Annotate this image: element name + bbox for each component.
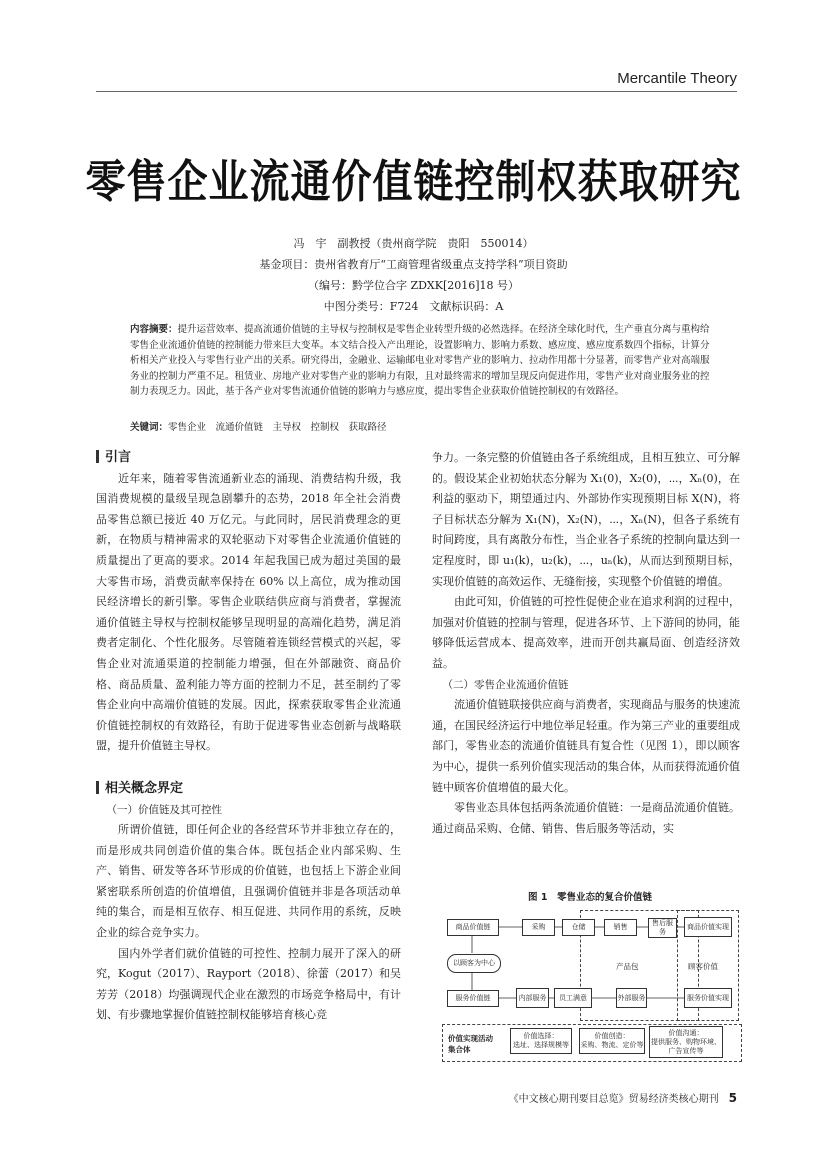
right-column (432, 448, 740, 839)
value-communication-box: 价值沟通： 提供服务、购物环境、广告宣传等 (649, 1026, 723, 1058)
concept-paragraph-2: 国内外学者们就价值链的可控性、控制力展开了深入的研究，Kogut（2017）、Rayport（2018）、徐蕾（2017）和吴芳芳（2018）均强调现代企业在激烈的市场竞争格局中，有计划、有步骤地掌握价值链控制权能够培育核心竞 (96, 946, 401, 1022)
storage-box: 仓储 (562, 919, 595, 936)
header-rule (96, 91, 737, 92)
customer-center-oval: 以顾客为中心 (447, 954, 501, 973)
intro-paragraph: 近年来，随着零售流通新业态的涌现、消费结构升级，我国消费规模的量级呈现急剧攀升的态势，2018 年全社会消费品零售总额已接近 40 万亿元。与此同时，居民消费理念的更新，在物质与精神需求的双轮驱动下对零售企业流通价值链的质量提出了更高的要求。2014 年起我国已成为超过美国的最大零售市场，消费贡献率保持在 60% 以上高位，成为推动国民经济增长的新引擎。零售企业联结供应商与消费者，掌握流通价值链主导权与控制权能够呈现明显的高端化趋势，满足消费者定制化、个性化服务。尽管随着连锁经营模式的兴起，零售企业对流通渠道的控制能力增强，但在外部融资、商品价格、商品质量、盈利能力等方面的控制力不足，甚至制约了零售企业向中高端价值链的发展。因此，探索获取零售企业流通价值链控制权的有效路径，有助于促进零售业态创新与战略联盟，提升价值链主导权。 (96, 471, 401, 753)
right-paragraph-1: 争力。一条完整的价值链由各子系统组成，且相互独立、可分解的。假设某企业初始状态分解为 X₁(0)，X₂(0)，⋯，Xₙ(0)，在利益的驱动下，期望通过内、外部协作实现预期目标 X(N)，将子目标状态分解为 X₁(N)，X₂(N)，⋯，Xₙ(N)，但各子系统有时间跨度，具有离散分布性，当企业各子系统的控制向量达到一定程度时，即 u₁(k)，u₂(k)，⋯，uₙ(k)，从而达到预期目标，实现价值链的高效运作、无缝衔接，实现整个价值链的增值。 (432, 451, 740, 588)
keywords-label: 关键词： (130, 422, 169, 433)
sales-box: 销售 (604, 919, 637, 936)
right-paragraph-4: 零售业态具体包括两条流通价值链：一是商品流通价值链。通过商品采购、仓储、销售、售后服务等活动，实 (432, 801, 740, 835)
service-value-chain-box: 服务价值链 (447, 990, 499, 1007)
right-paragraph-3: 流通价值链联接供应商与消费者，实现商品与服务的快速流通，在国民经济运行中地位举足轻重。作为第三产业的重要组成部门，零售业态的流通价值链具有复合性（见图 1），即以顾客为中心，提供一系列价值实现活动的集合体，从而获得流通价值链中顾客价值增值的最大化。 (432, 698, 740, 794)
section-title-concepts: 相关概念界定 (96, 779, 401, 800)
abstract (130, 322, 710, 400)
abstract-label: 内容摘要： (130, 324, 178, 335)
purchase-box: 采购 (522, 919, 555, 936)
author-line: 冯 宇 副教授（贵州商学院 贵阳 550014） (293, 237, 534, 250)
subsection-value-chain: （一）价值链及其可控性 (106, 803, 222, 816)
staff-satisfaction-box: 员工满意 (554, 988, 592, 1008)
goods-value-realized-box: 商品价值实现 (684, 917, 732, 937)
goods-value-chain-box: 商品价值链 (447, 919, 499, 936)
section-title-intro: 引言 (96, 448, 401, 469)
article-title: 零售企业流通价值链控制权获取研究 (85, 156, 742, 209)
journal-section-header: Mercantile Theory (617, 70, 737, 87)
external-service-box: 外部服务 (616, 988, 647, 1008)
page-number: 5 (728, 1091, 737, 1105)
value-creation-box: 价值创造： 采购、物流、定价等 (579, 1028, 645, 1054)
after-sales-box: 售后服务 (648, 918, 677, 938)
customer-value-label: 顾客价值 (688, 962, 718, 971)
concept-paragraph-1: 所谓价值链，即任何企业的各经营环节并非独立存在的，而是形成共同创造价值的集合体。既包括企业内部采购、生产、销售、研发等各环节形成的价值链，也包括上下游企业间紧密联系所创造的价值增值，且强调价值链并非是各项活动单纯的集合，而是相互依存、相互促进、共同作用的系统，反映企业的综合竞争实力。 (96, 823, 401, 940)
fund-line: 基金项目：贵州省教育厅“工商管理省级重点支持学科”项目资助 (259, 258, 568, 271)
fund-code: （编号：黔学位合字 ZDXK[2016]18 号） (307, 279, 520, 292)
activity-set-label: 价值实现活动集合体 (448, 1034, 493, 1054)
page-footer (509, 1090, 737, 1105)
classification-line: 中图分类号：F724 文献标识码：A (323, 300, 504, 313)
right-paragraph-2: 由此可知，价值链的可控性促使企业在追求利润的过程中，加强对价值链的控制与管理，促进各环节、上下游间的协同，能够降低运营成本、提高效率，进而开创共赢局面、创造经济效益。 (432, 595, 740, 670)
abstract-text: 提升运营效率、提高流通价值链的主导权与控制权是零售企业转型升级的必然选择。在经济全球化时代，生产垂直分离与重构给零售企业流通价值链的控制能力带来巨大变革。本文结合投入产出理论，设置影响力、影响力系数、感应度、感应度系数四个指标，计算分析相关产业投入与零售行业产出的关系。研究得出，金融业、运输邮电业对零售产业的影响力、拉动作用都十分显著，而零售产业对高端服务业的控制力严重不足。租赁业、房地产业对零售产业的影响力有限，且对最终需求的增加呈现反向促进作用，零售产业对商业服务业的控制力表现乏力。因此，基于各产业对零售流通价值链的影响力与感应度，提出零售企业获取价值链控制权的有效路径。 (130, 324, 710, 397)
subsection-retail-chain: （二）零售企业流通价值链 (442, 678, 569, 691)
internal-service-box: 内部服务 (516, 988, 549, 1008)
left-column (96, 448, 401, 1026)
figure-title: 图 1 零售业态的复合价值链 (528, 892, 652, 903)
value-selection-box: 价值选择： 选址、选择规模等 (510, 1028, 572, 1054)
keywords-text: 零售企业 流通价值链 主导权 控制权 获取路径 (168, 422, 387, 433)
footer-journal: 《中文核心期刊要目总览》贸易经济类核心期刊 (508, 1094, 719, 1105)
product-pack-label: 产品包 (616, 962, 639, 971)
keywords (130, 420, 710, 436)
service-value-realized-box: 服务价值实现 (684, 988, 732, 1008)
